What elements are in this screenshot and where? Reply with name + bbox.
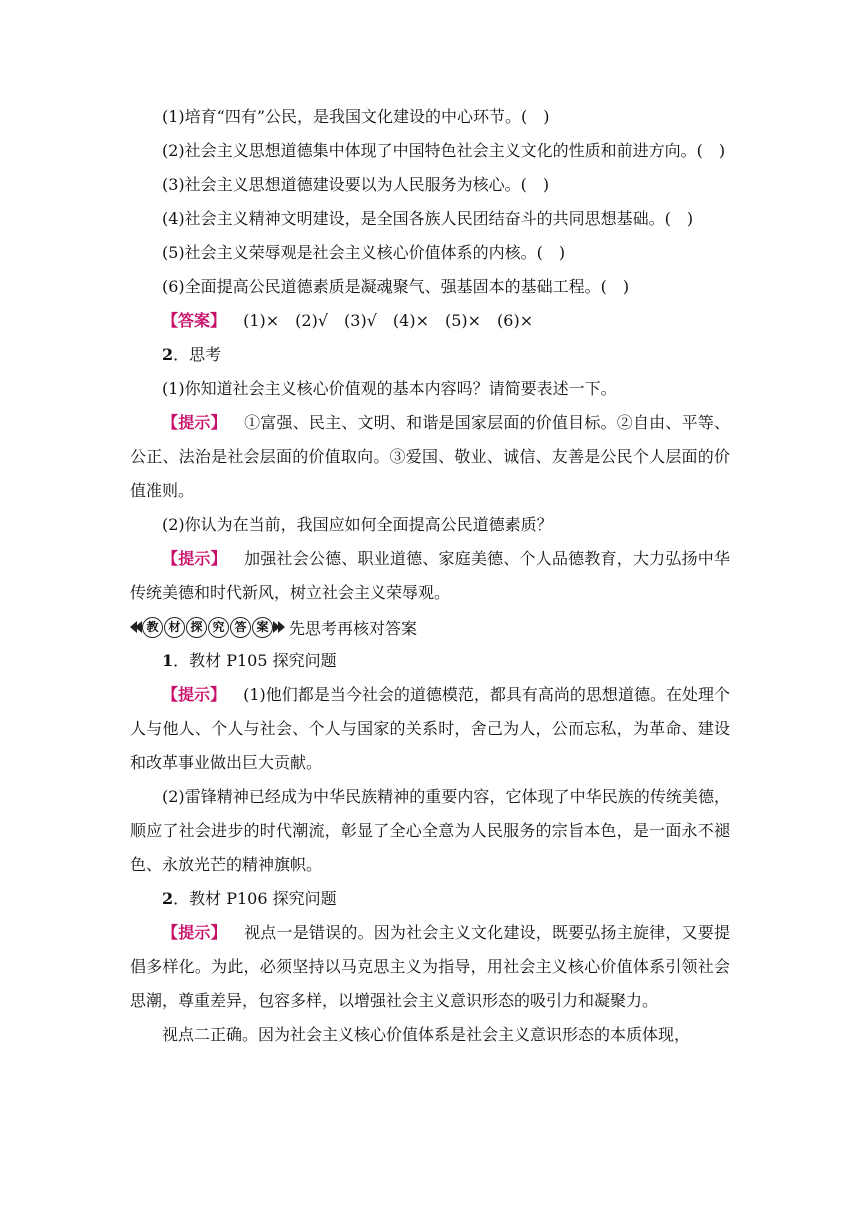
- answer-text: (1)× (2)√ (3)√ (4)× (5)× (6)×: [243, 311, 534, 330]
- explore-item-2-heading: [130, 882, 730, 916]
- explore-item-1-number: 1: [162, 651, 174, 670]
- explore-item-1-hint-a: (1)他们都是当今社会的道德模范，都具有高尚的思想道德。在处理个人与他人、个人与社会、个人与国家的关系时，舍己为人，公而忘私，为革命、建设和改革事业做出巨大贡献。: [130, 685, 730, 772]
- banner-char: 教: [142, 617, 163, 638]
- judge-item-3: (3)社会主义思想道德建设要以为人民服务为核心。( ): [162, 175, 550, 194]
- banner-char: 究: [208, 617, 229, 638]
- explore-item-1-hint: [130, 678, 730, 780]
- double-left-arrow-icon: [135, 621, 142, 633]
- double-right-arrow-icon: [278, 621, 285, 633]
- banner-title: 先思考再核对答案: [289, 618, 418, 638]
- answer-line: [130, 304, 730, 338]
- explore-item-1-heading: [130, 644, 730, 678]
- think-answer-2-text: 加强社会公德、职业道德、家庭美德、个人品德教育，大力弘扬中华传统美德和时代新风，树立社会主义荣辱观。: [130, 549, 730, 602]
- explore-item-2-text: ．教材 P106 探究问题: [173, 889, 337, 908]
- answer-tag: 【答案】: [162, 311, 227, 330]
- banner-char: 探: [186, 617, 207, 638]
- judge-item-4: (4)社会主义精神文明建设，是全国各族人民团结奋斗的共同思想基础。( ): [162, 209, 694, 228]
- think-answer-2: [130, 542, 730, 610]
- judge-item-1: (1)培育“四有”公民，是我国文化建设的中心环节。( ): [162, 107, 550, 126]
- hint-tag: 【提示】: [162, 923, 227, 942]
- judge-item-2: (2)社会主义思想道德集中体现了中国特色社会主义文化的性质和前进方向。( ): [162, 141, 726, 160]
- document-page: [130, 100, 730, 1052]
- explore-item-1-text: ．教材 P105 探究问题: [173, 651, 337, 670]
- think-answer-1-text: ①富强、民主、文明、和谐是国家层面的价值目标。②自由、平等、公正、法治是社会层面的价值取向。③爱国、敬业、诚信、友善是公民个人层面的价值准则。: [130, 413, 730, 500]
- think-question-1: (1)你知道社会主义核心价值观的基本内容吗？请简要表述一下。: [162, 379, 617, 398]
- explore-item-2-number: 2: [162, 889, 174, 908]
- judge-item-6: (6)全面提高公民道德素质是凝魂聚气、强基固本的基础工程。( ): [162, 277, 630, 296]
- judge-item-5: (5)社会主义荣辱观是社会主义核心价值体系的内核。( ): [162, 243, 566, 262]
- explore-item-2-hint-b: 视点二正确。因为社会主义核心价值体系是社会主义意识形态的本质体现，: [162, 1025, 691, 1044]
- hint-tag: 【提示】: [162, 413, 227, 432]
- section-banner: [130, 610, 730, 644]
- banner-char: 答: [230, 617, 251, 638]
- explore-item-2-hint-a: 视点一是错误的。因为社会主义文化建设，既要弘扬主旋律，又要提倡多样化。为此，必须坚持以马克思主义为指导，用社会主义核心价值体系引领社会思潮，尊重差异，包容多样，以增强社会主义意识形态的吸引力和凝聚力。: [130, 923, 730, 1010]
- hint-tag: 【提示】: [162, 549, 227, 568]
- banner-char: 案: [252, 617, 273, 638]
- hint-tag: 【提示】: [162, 685, 227, 704]
- banner-badge: [142, 617, 273, 638]
- think-question-2: (2)你认为在当前，我国应如何全面提高公民道德素质？: [162, 515, 553, 534]
- think-answer-1: [130, 406, 730, 508]
- think-heading-number: 2: [162, 345, 174, 364]
- explore-item-2-hint: [130, 916, 730, 1018]
- think-heading: [130, 338, 730, 372]
- think-heading-text: ．思考: [173, 345, 222, 364]
- explore-item-1-hint-b: (2)雷锋精神已经成为中华民族精神的重要内容，它体现了中华民族的传统美德，顺应了社会进步的时代潮流，彰显了全心全意为人民服务的宗旨本色，是一面永不褪色、永放光芒的精神旗帜。: [130, 787, 730, 874]
- banner-char: 材: [164, 617, 185, 638]
